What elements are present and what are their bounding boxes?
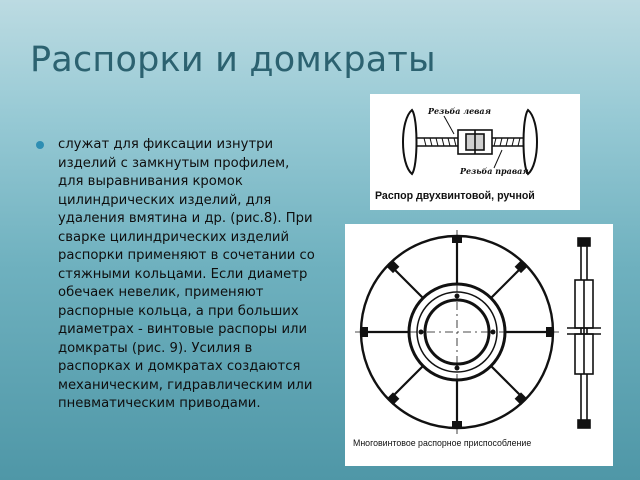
figure-bottom-caption: Многовинтовое распорное приспособление — [353, 438, 532, 448]
figure-multi-screw-spreader — [345, 224, 613, 466]
multi-screw-spreader-drawing — [345, 224, 613, 466]
figure-two-screw-spreader — [370, 94, 580, 210]
bullet-dot-icon — [36, 141, 44, 149]
left-thread-label: Резьба левая — [428, 106, 491, 116]
bullet-text: служат для фиксации изнутри изделий с замкнутым профилем, для выравнивания кромок цилиндрических изделий, для удаления вмятина и др. (рис.8). При сварке цилиндрических изделий распорки применяют в сочетании со стяжными кольцами. Если диаметр обечаек невелик, применяют распорные кольца, а при больших диаметрах - винтовые распоры или домкраты (рис. 9). Усилия в распорках и домкратах создаются механическим, гидравлическим или пневматическим приводами. — [58, 137, 315, 411]
bullet-item — [36, 136, 316, 414]
right-thread-label: Резьба правая — [460, 166, 529, 176]
figure-top-caption: Распор двухвинтовой, ручной — [375, 190, 535, 202]
slide-title: Распорки и домкраты — [30, 40, 436, 80]
